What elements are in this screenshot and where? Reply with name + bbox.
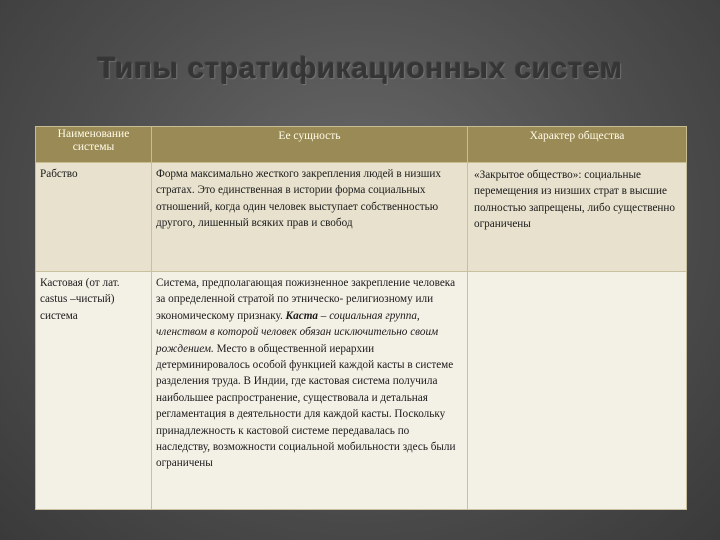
essence-text-part2: Место в общественной иерархии детерминировалось особой функцией каждой касты в системе разделения труда. В Индии, где кастовая система получила наибольшее распространение, существовала и детальная регламентация в деятельности для каждой касты. Поскольку принадлежность к кастовой системе передавалась по наследству, возможности социальной мобильности здесь были ограничены [156, 342, 456, 470]
table-row [36, 163, 687, 272]
slide-title: Типы стратификационных систем [97, 52, 623, 85]
essence-term: Каста [285, 309, 318, 322]
essence-text-part1: Система, предполагающая пожизненное закрепление человека за определенной стратой по этническо- религиозному или экономическому признаку. [156, 277, 456, 322]
header-essence: Ее сущность [152, 127, 468, 163]
header-system-name [36, 127, 152, 163]
essence-definition: – социальная группа, членством в которой человек обязан исключительно своим рождением. [156, 309, 439, 355]
header-system-name-text: Наименование системы [57, 128, 130, 153]
table-row [36, 272, 687, 510]
cell-society-character [468, 272, 687, 510]
stratification-table [35, 126, 687, 510]
cell-essence [152, 272, 468, 510]
cell-society-character: «Закрытое общество»: социальные перемещения из низших страт в высшие полностью запрещены, либо существенно ограничены [468, 163, 687, 272]
table-header-row [36, 127, 687, 163]
cell-system-name: Кастовая (от лат. castus –чистый) система [36, 272, 152, 510]
cell-system-name: Рабство [36, 163, 152, 272]
cell-essence: Форма максимально жесткого закрепления людей в низших стратах. Это единственная в истории форма социальных отношений, когда один человек выступает собственностью другого, лишенный всяких прав и свобод [152, 163, 468, 272]
header-society-character: Характер общества [468, 127, 687, 163]
